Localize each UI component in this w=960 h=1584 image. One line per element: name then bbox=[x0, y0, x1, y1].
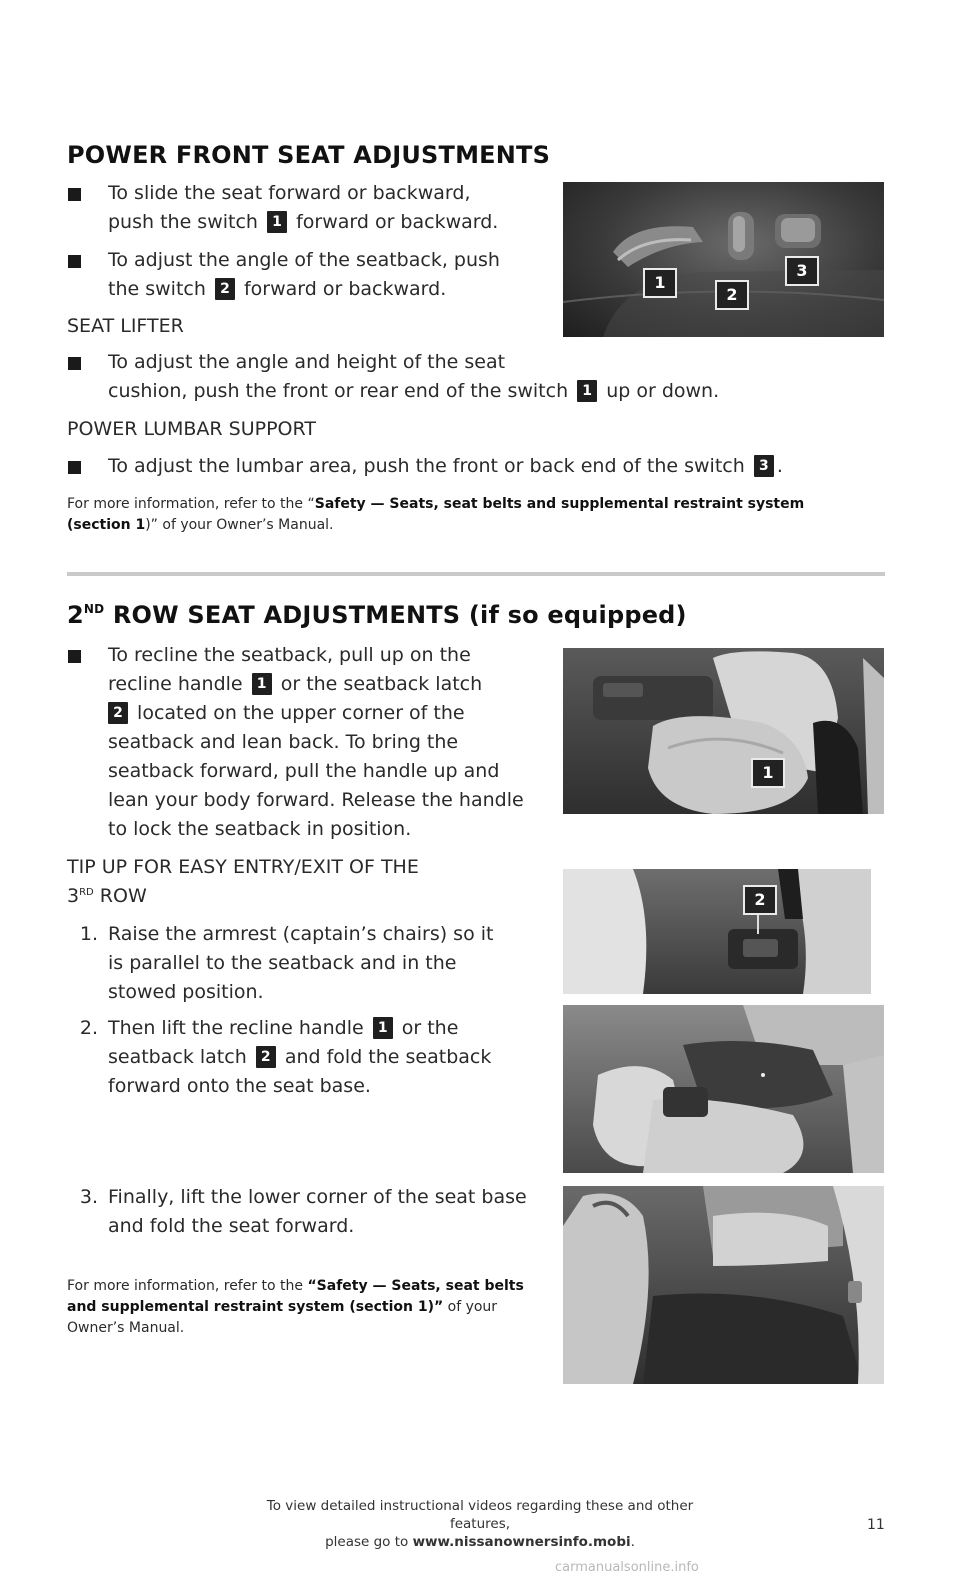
bullet-text: forward or backward. bbox=[243, 278, 447, 300]
step-line: is parallel to the seatback and in the bbox=[108, 952, 457, 974]
step-text bbox=[108, 920, 558, 1007]
bullet-recline bbox=[108, 641, 558, 844]
bullet-text: To adjust the angle and height of the seat bbox=[108, 351, 506, 373]
bullet-text: located on the upper corner of the bbox=[137, 702, 465, 724]
note-text: of your Owner’s Manual. bbox=[67, 1299, 498, 1336]
handle-badge: 1 bbox=[252, 673, 272, 695]
seatback-latch-illustration bbox=[563, 869, 871, 994]
title-sup: ND bbox=[83, 602, 105, 616]
switch-badge: 2 bbox=[215, 278, 235, 300]
bullet-text: to lock the seatback in position. bbox=[108, 818, 412, 840]
step-number: 3. bbox=[79, 1186, 98, 1208]
watermark: carmanualsonline.info bbox=[555, 1560, 699, 1575]
bullet-text: seatback forward, pull the handle up and bbox=[108, 760, 500, 782]
note-bold: “Safety — Seats, seat belts and supplemental restraint system (section 1)” bbox=[67, 1278, 524, 1315]
handle-badge: 1 bbox=[373, 1017, 393, 1039]
title-num: 2 bbox=[67, 601, 84, 629]
bullet-seatback-angle bbox=[108, 246, 548, 304]
step-1 bbox=[72, 920, 562, 1003]
switch-badge: 3 bbox=[754, 455, 774, 477]
bullet-text: seatback and lean back. To bring the bbox=[108, 731, 459, 753]
bullet-text: To slide the seat forward or backward, bbox=[108, 182, 471, 204]
seat-switch-illustration bbox=[563, 182, 884, 337]
bullet-text: To adjust the lumbar area, push the front or back end of the switch bbox=[108, 455, 745, 477]
note-text: )” of your Owner’s Manual. bbox=[145, 517, 334, 533]
heading-text: ROW bbox=[99, 885, 147, 907]
section-title-power-front-seat: POWER FRONT SEAT ADJUSTMENTS bbox=[67, 141, 551, 169]
step-2 bbox=[72, 1014, 562, 1097]
seat-folded-forward-photo bbox=[563, 1186, 884, 1384]
step-line: Finally, lift the lower corner of the seat base bbox=[108, 1186, 527, 1208]
step-text bbox=[108, 1014, 558, 1101]
callout-recline-handle: 1 bbox=[751, 758, 785, 788]
bullet-text: push the switch bbox=[108, 211, 258, 233]
heading-text: 3 bbox=[67, 885, 80, 907]
note-text: For more information, refer to the bbox=[67, 1278, 308, 1294]
step-line: stowed position. bbox=[108, 981, 264, 1003]
latch-badge: 2 bbox=[256, 1046, 276, 1068]
step-line: forward onto the seat base. bbox=[108, 1075, 371, 1097]
folded-seatback-illustration bbox=[563, 1005, 884, 1173]
switch-badge: 1 bbox=[577, 380, 597, 402]
bullet-text: To adjust the angle of the seatback, push bbox=[108, 249, 500, 271]
more-info-note-1 bbox=[67, 494, 847, 536]
footer-note bbox=[240, 1497, 720, 1551]
bullet-seat-lifter bbox=[108, 348, 808, 406]
seatback-latch-photo bbox=[563, 869, 871, 994]
note-text: For more information, refer to the “ bbox=[67, 496, 315, 512]
bullet-text: . bbox=[776, 455, 783, 477]
step-3 bbox=[72, 1183, 562, 1237]
footer-line: . bbox=[630, 1534, 635, 1550]
bullet-text: forward or backward. bbox=[296, 211, 499, 233]
callout-1: 1 bbox=[643, 268, 677, 298]
bullet-text: recline handle bbox=[108, 673, 243, 695]
step-line: and fold the seatback bbox=[284, 1046, 492, 1068]
section-divider bbox=[67, 572, 885, 576]
folded-seatback-photo bbox=[563, 1005, 884, 1173]
bullet-text: lean your body forward. Release the handle bbox=[108, 789, 524, 811]
callout-seatback-latch: 2 bbox=[743, 885, 777, 915]
switch-badge: 1 bbox=[267, 211, 287, 233]
title-rest: ROW SEAT ADJUSTMENTS (if so equipped) bbox=[112, 601, 687, 629]
bullet-text: cushion, push the front or rear end of the switch bbox=[108, 380, 569, 402]
seat-switch-photo bbox=[563, 182, 884, 337]
heading-sup: RD bbox=[79, 887, 94, 898]
section-title-2nd-row bbox=[67, 601, 687, 629]
bullet-slide-seat bbox=[108, 179, 548, 237]
recline-handle-photo bbox=[563, 648, 884, 814]
bullet-text: the switch bbox=[108, 278, 206, 300]
seat-lifter-heading: SEAT LIFTER bbox=[67, 315, 184, 337]
step-number: 1. bbox=[79, 923, 98, 945]
heading-text: TIP UP FOR EASY ENTRY/EXIT OF THE bbox=[67, 856, 419, 878]
step-line: or the bbox=[401, 1017, 459, 1039]
note-bold: Safety — Seats, seat belts and supplemental restraint system (section 1 bbox=[67, 496, 805, 533]
bullet-text: To recline the seatback, pull up on the bbox=[108, 644, 471, 666]
seat-folded-illustration bbox=[563, 1186, 884, 1384]
tip-up-heading bbox=[67, 853, 419, 914]
footer-line: To view detailed instructional videos regarding these and other features, bbox=[266, 1498, 694, 1532]
step-line: and fold the seat forward. bbox=[108, 1215, 355, 1237]
footer-line: please go to bbox=[325, 1534, 413, 1550]
step-line: Then lift the recline handle bbox=[108, 1017, 364, 1039]
recline-seat-illustration bbox=[563, 648, 884, 814]
bullet-lumbar bbox=[108, 452, 868, 481]
bullet-text: up or down. bbox=[606, 380, 720, 402]
step-number: 2. bbox=[79, 1017, 98, 1039]
page-number: 11 bbox=[867, 1517, 885, 1533]
latch-badge: 2 bbox=[108, 702, 128, 724]
callout-2: 2 bbox=[715, 280, 749, 310]
footer-link[interactable]: www.nissanownersinfo.mobi bbox=[412, 1534, 631, 1550]
power-lumbar-heading: POWER LUMBAR SUPPORT bbox=[67, 418, 316, 440]
step-text bbox=[108, 1183, 568, 1241]
step-line: seatback latch bbox=[108, 1046, 247, 1068]
more-info-note-2 bbox=[67, 1276, 547, 1339]
step-line: Raise the armrest (captain’s chairs) so it bbox=[108, 923, 494, 945]
bullet-text: or the seatback latch bbox=[280, 673, 483, 695]
callout-3: 3 bbox=[785, 256, 819, 286]
